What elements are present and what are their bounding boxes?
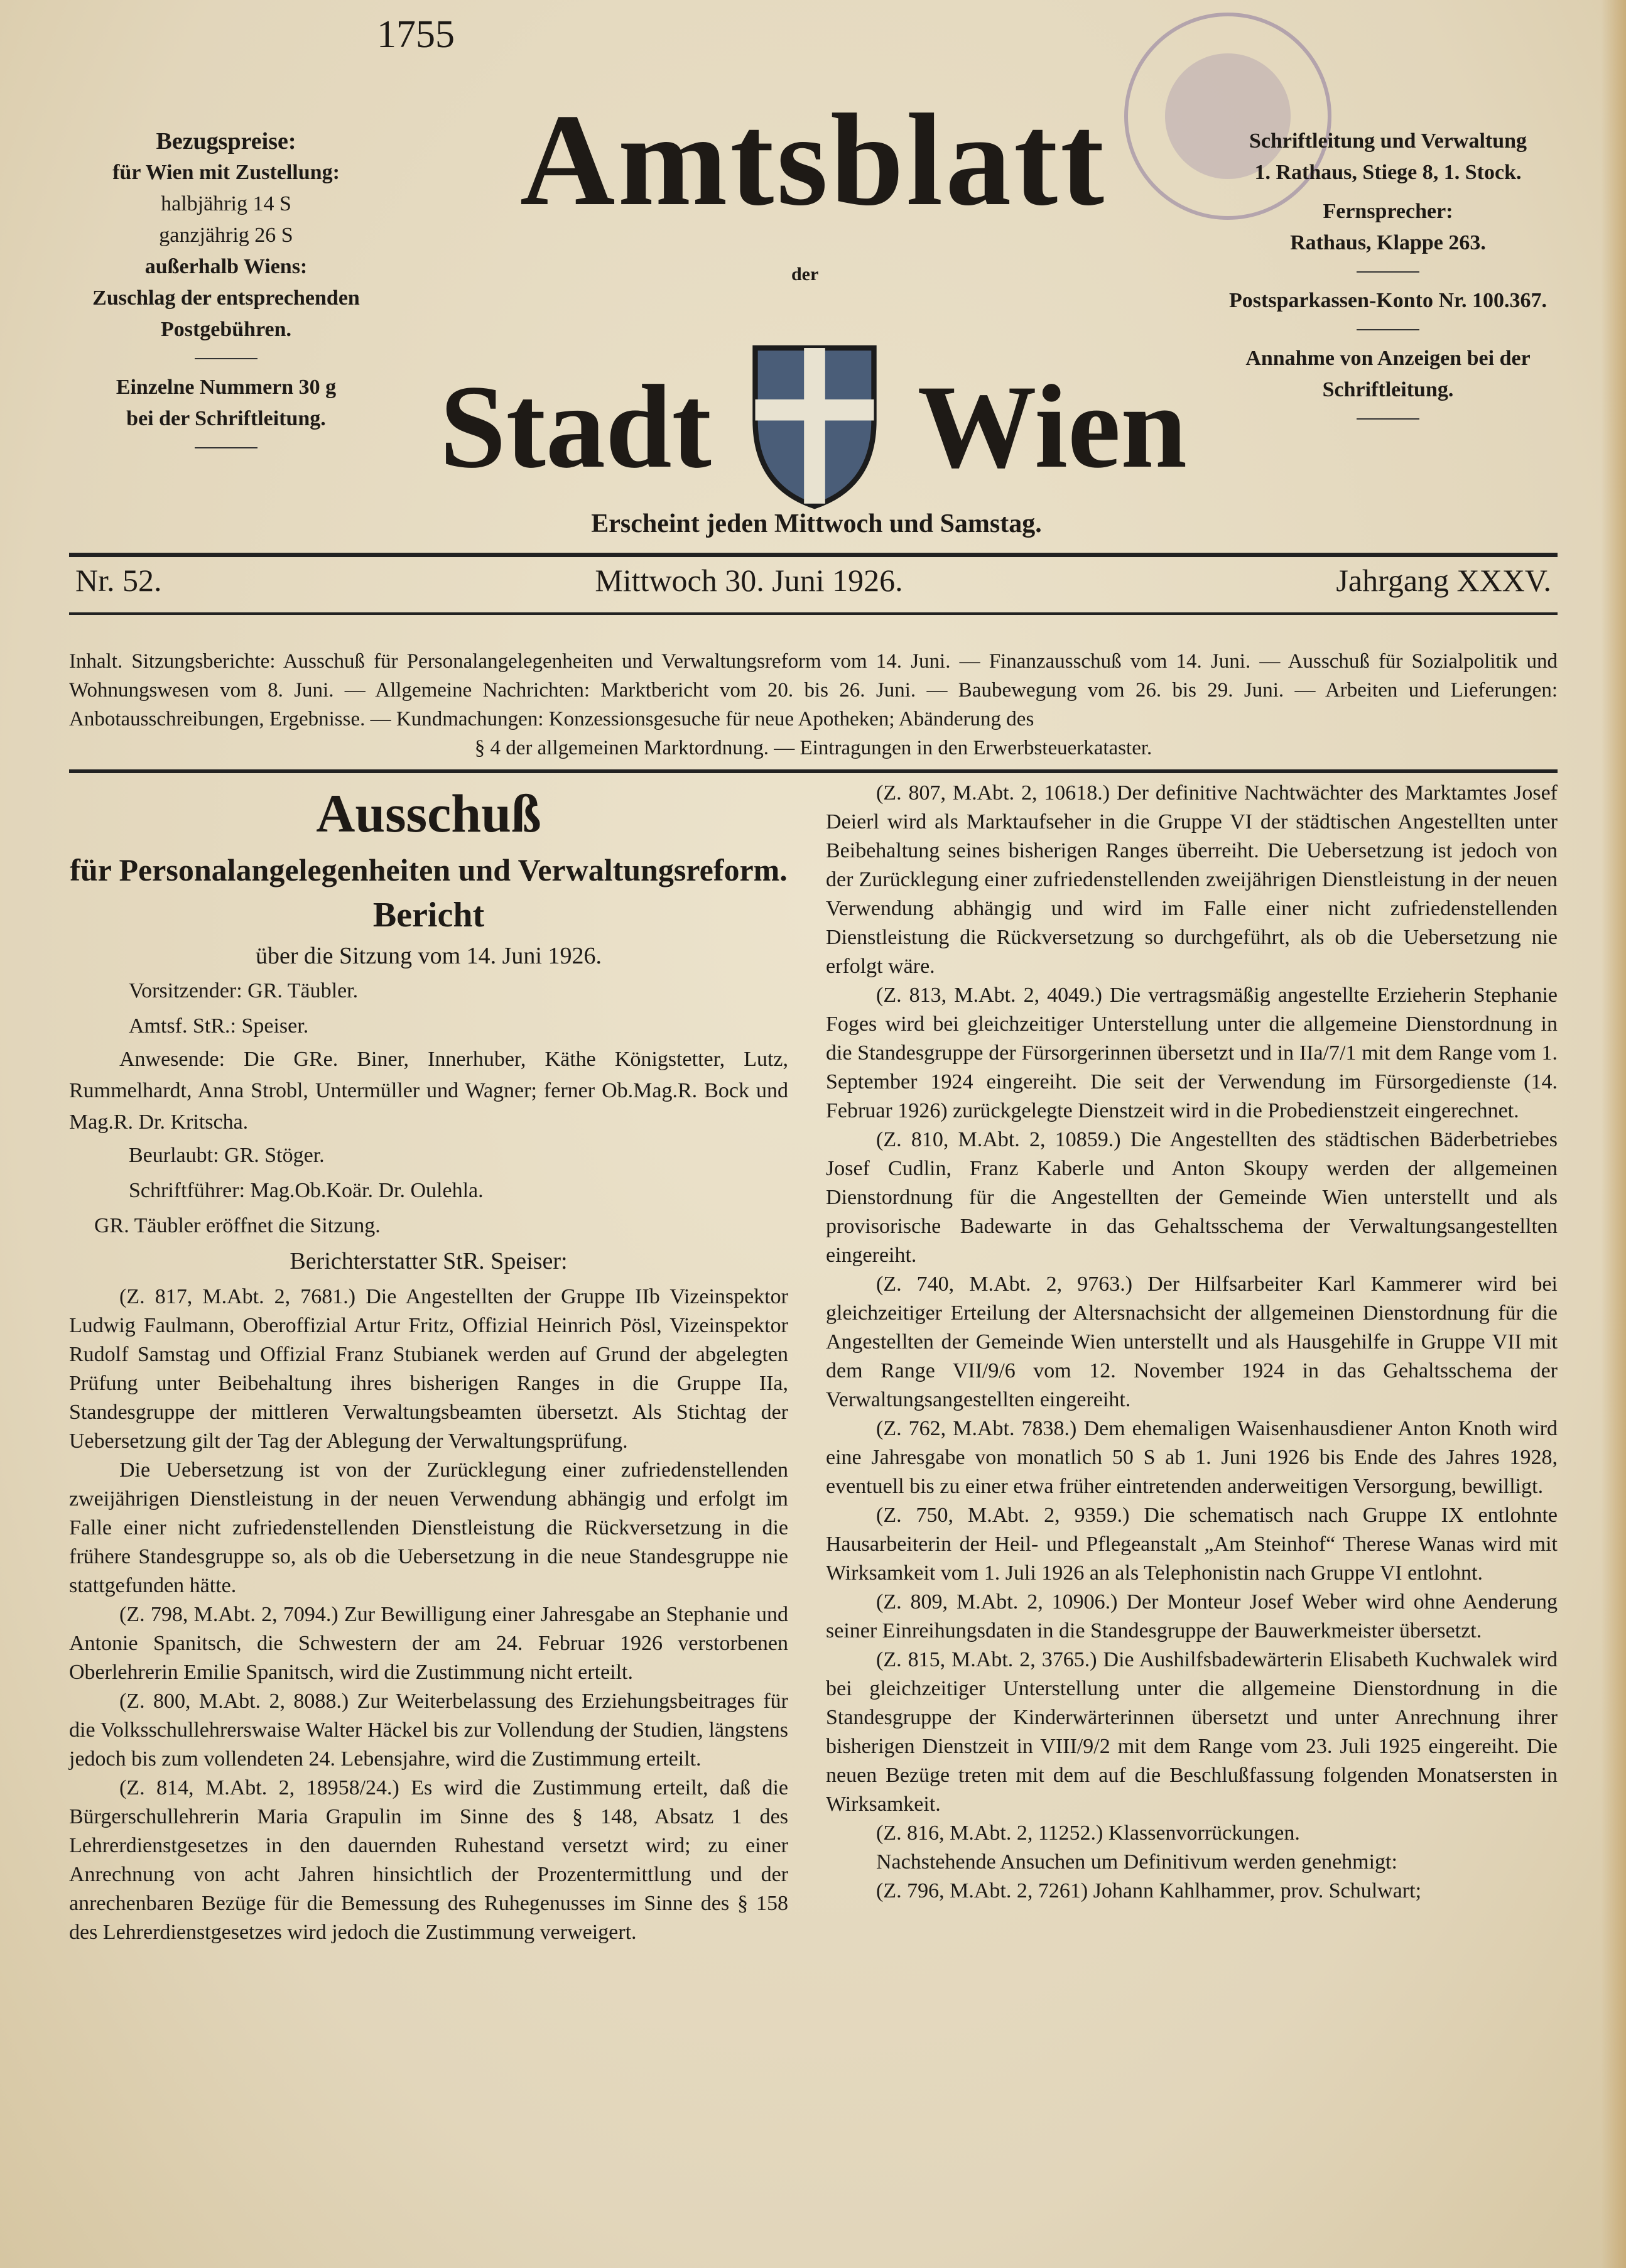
resolution-paragraph: (Z. 800, M.Abt. 2, 8088.) Zur Weiterbelassung des Erziehungsbeitrages für die Volksschullehrerswaise Walter Häckel bis zur Vollendung der Studien, längstens jedoch bis zum vollendeten 24. Lebensjahre, wird die Zustimmung erteilt. xyxy=(69,1690,788,1771)
reporter: Berichterstatter StR. Speiser: xyxy=(290,1248,568,1274)
masthead-wien: Wien xyxy=(917,361,1187,493)
masthead-title: Amtsblatt xyxy=(519,87,1107,233)
article-subheading: für Personalangelegenheiten und Verwaltungsreform. xyxy=(70,852,788,887)
masthead-subtitle xyxy=(440,339,1187,515)
session-date: über die Sitzung vom 14. Juni 1926. xyxy=(256,943,602,969)
issue-volume: Jahrgang XXXV. xyxy=(1336,563,1551,598)
publication-schedule: Erscheint jeden Mittwoch und Samstag. xyxy=(591,509,1042,538)
ads-note: Schriftleitung. xyxy=(1322,378,1454,401)
column-right xyxy=(826,779,1558,1906)
resolution-paragraph: (Z. 740, M.Abt. 2, 9763.) Der Hilfsarbeiter Karl Kammerer wird bei gleichzeitiger Erteilung der Altersnachsicht der allgemeinen Dienstordnung für die Angestellten der Gemeinde Wien unterstellt und als Hausgehilfe in Gruppe VII mit dem Range VII/9/6 vom 12. November 1924 in das Gehaltsschema der Verwaltungsangestellten eingereiht. xyxy=(826,1272,1558,1411)
resolution-paragraph: Die Uebersetzung ist von der Zurücklegung einer zufriedenstellenden zweijährigen Dienstleistung in der neuen Verwendung abhängig und erfolgt im Falle einer nicht zufriedenstellenden Dienstleistung die Rückversetzung in die frühere Standesgruppe so, als ob die Uebersetzung in die neue Standesgruppe nie stattgefunden hätte. xyxy=(69,1458,788,1597)
contents-text-last: § 4 der allgemeinen Marktordnung. — Eintragungen in den Erwerbsteuerkataster. xyxy=(474,737,1152,759)
issue-rule xyxy=(69,612,1558,615)
divider xyxy=(1357,329,1419,330)
subscription-line: Postgebühren. xyxy=(160,318,292,341)
contents-text: Inhalt. Sitzungsberichte: Ausschuß für Personalangelegenheiten und Verwaltungsreform vom 14. Juni. — Finanzausschuß vom 14. Juni. — Ausschuß für Sozialpolitik und Wohnungswesen vom 8. Juni. — Allgemeine Nachrichten: Marktbericht vom 20. bis 26. Juni. — Baubewegung vom 26. bis 29. Juni. — Arbeiten und Lieferungen: Anbotausschreibungen, Ergebnisse. — Kundmachungen: Konzessionsgesuche für neue Apotheken; Abänderung des xyxy=(69,650,1558,730)
article-heading: Ausschuß xyxy=(316,783,541,844)
header-rule xyxy=(69,553,1558,557)
page-edge xyxy=(1601,0,1626,2268)
divider xyxy=(195,447,257,448)
table-of-contents xyxy=(69,647,1558,762)
resolution-paragraph: (Z. 813, M.Abt. 2, 4049.) Die vertragsmäßig angestellte Erzieherin Stephanie Foges wird bei gleichzeitiger Unterstellung unter die allgemeine Dienstordnung in die Standesgruppe der Fürsorgerinnen übersetzt und in IIa/7/1 mit dem Range vom 1. September 1924 eingereiht. Die seit der Verwendung im Fürsorgedienste (14. Februar 1926) zurückgelegte Dienstzeit wird in die Probedienstzeit eingerechnet. xyxy=(826,984,1558,1122)
resolution-paragraph: (Z. 809, M.Abt. 2, 10906.) Der Monteur Josef Weber wird ohne Aenderung seiner Einreihungsdaten in die Standesgruppe der Bauwerkmeister übersetzt. xyxy=(826,1590,1558,1642)
resolution-paragraph: (Z. 798, M.Abt. 2, 7094.) Zur Bewilligung einer Jahresgabe an Stephanie und Antonie Spanitsch, die Schwestern der am 24. Februar 1926 verstorbenen Oberlehrerin Emilie Spanitsch, wird die Zustimmung nicht erteilt. xyxy=(69,1603,788,1684)
divider xyxy=(1357,271,1419,273)
ads-note: Annahme von Anzeigen bei der xyxy=(1245,347,1531,370)
postal-account: Postsparkassen-Konto Nr. 100.367. xyxy=(1229,289,1547,312)
on-leave: Beurlaubt: GR. Stöger. xyxy=(129,1144,325,1167)
single-issue-note: bei der Schriftleitung. xyxy=(126,407,326,430)
editorial-heading: Schriftleitung und Verwaltung xyxy=(1249,129,1527,153)
subscription-heading: Bezugspreise: xyxy=(156,128,296,155)
city-councillor: Amtsf. StR.: Speiser. xyxy=(129,1014,309,1038)
subscription-line: halbjährig 14 S xyxy=(161,192,291,215)
issue-date: Mittwoch 30. Juni 1926. xyxy=(595,563,903,598)
subscription-line: für Wien mit Zustellung: xyxy=(112,161,340,184)
resolution-paragraph: (Z. 816, M.Abt. 2, 11252.) Klassenvorrückungen. xyxy=(876,1821,1300,1845)
issue-number: Nr. 52. xyxy=(75,563,162,598)
vienna-coat-of-arms-icon xyxy=(749,339,881,515)
resolution-paragraph: (Z. 815, M.Abt. 2, 3765.) Die Aushilfsbadewärterin Elisabeth Kuchwalek wird bei gleichzeitiger Unterstellung unter die allgemeine Dienstordnung in die Standesgruppe der Kinderwärterinnen übersetzt und unter Anrechnung ihrer bisherigen Dienstzeit in VIII/9/2 mit dem Range vom 23. Juli 1925 eingereiht. Die neuen Bezüge treten mit dem auf die Beschlußfassung folgenden Monatsersten in Wirksamkeit. xyxy=(826,1648,1558,1816)
masthead-der: der xyxy=(791,264,819,285)
secretary: Schriftführer: Mag.Ob.Koär. Dr. Oulehla. xyxy=(129,1179,484,1202)
resolution-paragraph: (Z. 810, M.Abt. 2, 10859.) Die Angestellten des städtischen Bäderbetriebes Josef Cudlin, Franz Kaberle und Anton Skoupy werden der allgemeinen Dienstordnung für die Angestellten der Gemeinde Wien unterstellt und als provisorische Badewarte in das Gehaltsschema der Verwaltungsangestellten eingereiht. xyxy=(826,1128,1558,1267)
session-opening: GR. Täubler eröffnet die Sitzung. xyxy=(94,1214,381,1237)
subscription-box xyxy=(57,126,396,461)
subscription-line: außerhalb Wiens: xyxy=(144,255,308,278)
single-issue-price: Einzelne Nummern 30 g xyxy=(116,376,337,399)
issue-line xyxy=(69,562,1558,599)
resolution-paragraph: (Z. 750, M.Abt. 2, 9359.) Die schematisch nach Gruppe IX entlohnte Hausarbeiterin der Heil- und Pflegeanstalt „Am Steinhof“ Therese Wanas wird mit Wirksamkeit vom 1. Juli 1926 an als Telephonistin nach Gruppe VI entlohnt. xyxy=(826,1504,1558,1585)
divider xyxy=(195,358,257,359)
resolution-paragraph: (Z. 807, M.Abt. 2, 10618.) Der definitive Nachtwächter des Marktamtes Josef Deierl wird als Marktaufseher in die Gruppe VI der städtischen Angestellten unter Beibehaltung seines bisherigen Ranges überreiht. Die Uebersetzung ist jedoch von der Zurücklegung einer zufriedenstellenden zweijährigen Dienstleistung in der neuen Verwendung abhängig und wird im Falle einer nicht zufriedenstellenden Dienstleistung die Rückversetzung so durchgeführt, als ob die Uebersetzung nie erfolgt wäre. xyxy=(826,781,1558,978)
editorial-address: 1. Rathaus, Stiege 8, 1. Stock. xyxy=(1254,161,1522,184)
page-number: 1755 xyxy=(377,13,455,56)
resolution-paragraph: (Z. 762, M.Abt. 7838.) Dem ehemaligen Waisenhausdiener Anton Knoth wird eine Jahresgabe von monatlich 50 S ab 1. Juni 1926 bis Ende des Jahres 1928, eventuell bis zu einer etwa früher eintretenden anderweitigen Versorgung, bewilligt. xyxy=(826,1417,1558,1498)
resolution-paragraph: (Z. 814, M.Abt. 2, 18958/24.) Es wird die Zustimmung erteilt, daß die Bürgerschullehrerin Maria Grapulin im Sinne des § 148, Absatz 1 des Lehrerdienstgesetzes in den dauernden Ruhestand versetzt wird; zu einer Anrechnung von acht Jahren hinsichtlich der Prozentermittlung und der anrechenbaren Bezüge für die Bemessung des Ruhegenusses im Sinne des § 158 des Lehrerdienstgesetzes wird jedoch die Zustimmung verweigert. xyxy=(69,1776,788,1944)
subscription-line: ganzjährig 26 S xyxy=(159,224,293,247)
phone-number: Rathaus, Klappe 263. xyxy=(1290,231,1486,254)
resolution-paragraph: Nachstehende Ansuchen um Definitivum werden genehmigt: xyxy=(876,1850,1397,1874)
report-heading: Bericht xyxy=(372,896,485,935)
subscription-line: Zuschlag der entsprechenden xyxy=(92,286,360,310)
resolution-paragraph: (Z. 796, M.Abt. 2, 7261) Johann Kahlhammer, prov. Schulwart; xyxy=(876,1879,1422,1902)
contents-rule xyxy=(69,769,1558,773)
attendees: Anwesende: Die GRe. Biner, Innerhuber, Käthe Königstetter, Lutz, Rummelhardt, Anna Strobl, Untermüller und Wagner; ferner Ob.Mag.R. Bock und Mag.R. Dr. Kritscha. xyxy=(69,1048,788,1134)
resolution-paragraph: (Z. 817, M.Abt. 2, 7681.) Die Angestellten der Gruppe IIb Vizeinspektor Ludwig Faulmann, Oberoffizial Artur Fritz, Offizial Heinrich Pösl, Vizeinspektor Rudolf Samstag und Offizial Franz Stubianek werden auf Grund der abgelegten Prüfung unter Beibehaltung ihres bisherigen Ranges in die Gruppe IIa, Standesgruppe der mittleren Verwaltungsbeamten übersetzt. Als Stichtag der Uebersetzung gilt der Tag der Ablegung der Verwaltungsprüfung. xyxy=(69,1285,788,1453)
chairman: Vorsitzender: GR. Täubler. xyxy=(129,979,359,1002)
phone-label: Fernsprecher: xyxy=(1323,200,1453,223)
masthead-stadt: Stadt xyxy=(440,361,712,493)
editorial-box xyxy=(1193,126,1583,432)
divider xyxy=(1357,418,1419,420)
column-left xyxy=(69,779,788,1947)
